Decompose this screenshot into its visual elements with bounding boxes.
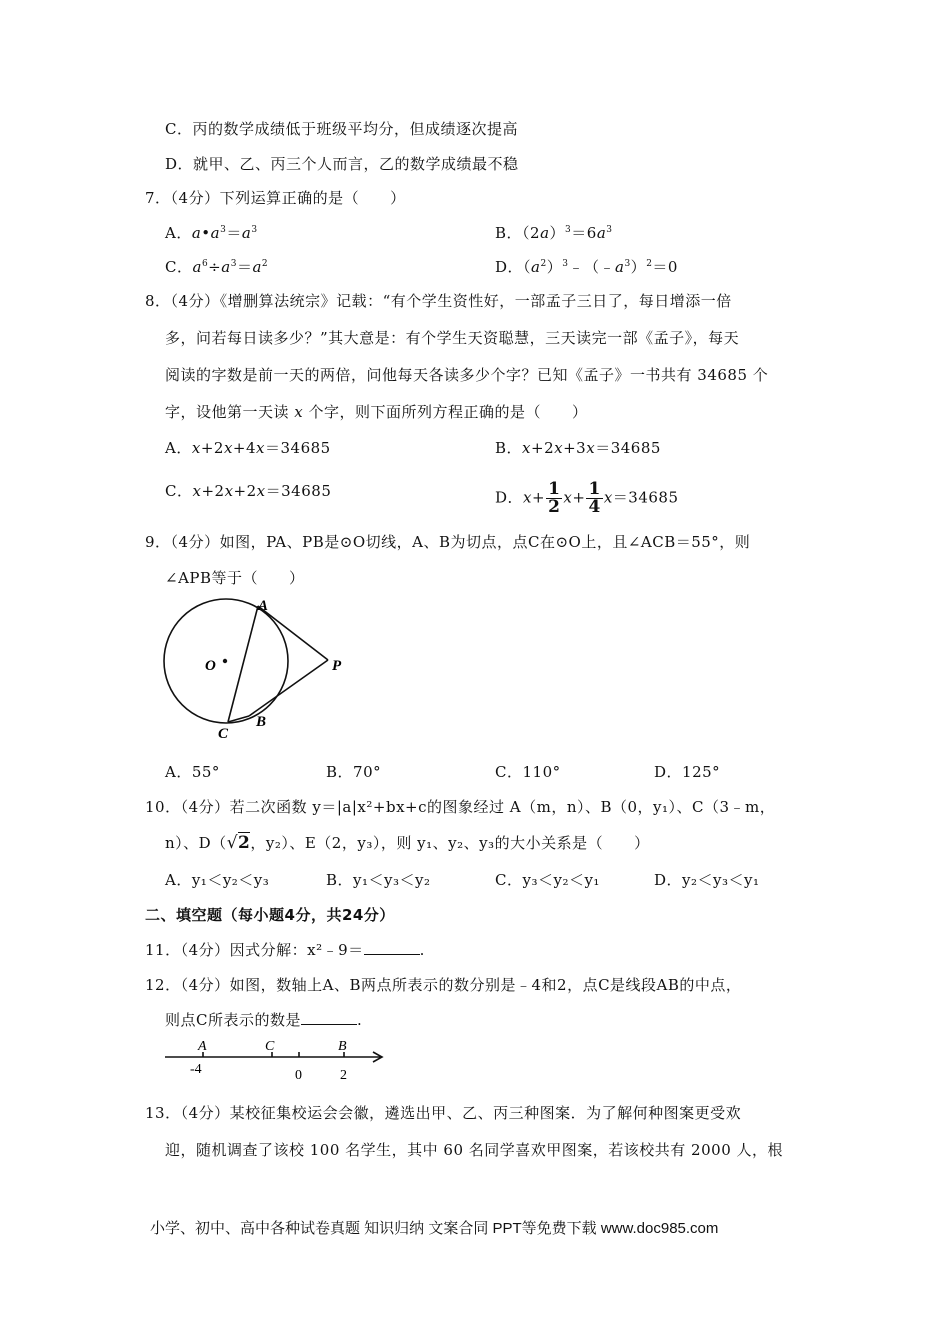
center-dot (223, 659, 227, 663)
q13-line-1: 13．（4分）某校征集校运会会徽，遴选出甲、乙、丙三种图案．为了解何种图案更受欢 (145, 1104, 742, 1122)
label-o: O (205, 658, 216, 674)
q10-option-d: D．y₂＜y₃＜y₁ (654, 871, 760, 889)
q8-line-4a: 字，设他第一天读 (165, 403, 295, 421)
page-footer: 小学、初中、高中各种试卷真题 知识归纳 文案合同 PPT等免费下载 www.doc985.com (150, 1220, 719, 1237)
axis-tick-zero: 0 (295, 1068, 302, 1083)
q12-line-2-text: 则点C所表示的数是 (165, 1011, 301, 1029)
q11 (145, 940, 425, 960)
q6-option-d: D．就甲、乙、丙三个人而言，乙的数学成绩最不稳 (165, 155, 519, 173)
axis-label-a: A (198, 1039, 207, 1054)
q6-option-c: C．丙的数学成绩低于班级平均分，但成绩逐次提高 (165, 120, 518, 138)
label-p: P (332, 658, 342, 674)
q13-line-2: 迎，随机调查了该校 100 名学生，其中 60 名同学喜欢甲图案，若该校共有 2000 人，根 (165, 1141, 784, 1159)
axis-label-c: C (265, 1039, 275, 1054)
q10-line-2 (165, 833, 650, 853)
q8-option-a: A．x+2x+4x＝34685 (165, 439, 331, 457)
q11-end: . (419, 941, 425, 959)
q10-line-2a: n）、D（ (165, 834, 227, 852)
q7-stem: 7．（4分）下列运算正确的是（ ） (145, 189, 406, 207)
q10-option-a: A．y₁＜y₂＜y₃ (165, 871, 270, 889)
q12-line-2 (165, 1010, 362, 1030)
q9-line-2: ∠APB等于（ ） (165, 569, 305, 587)
label-b: B (256, 714, 267, 730)
q8-option-b: B．x+2x+3x＝34685 (495, 439, 661, 457)
label-c: C (218, 726, 229, 742)
tangent-pb (249, 660, 328, 716)
q12-answer-blank (301, 1010, 357, 1025)
q8-line-1: 8．（4分）《增删算法统宗》记载：“有个学生资性好，一部孟子三日了，每日增添一倍 (145, 292, 732, 310)
q8-option-d: D．x+ $\frac{1}{2}$ x+ $\frac{1}{4}$ x＝34685 (495, 479, 679, 517)
chord-ac (228, 606, 258, 722)
q9-option-c: C．110° (495, 763, 561, 781)
q10-line-2b: ，y₂）、E（2，y₃），则 y₁、y₂、y₃的大小关系是（ ） (250, 834, 650, 852)
fraction-one-half: $\frac{1}{2}$ (548, 479, 561, 517)
q12-end: . (356, 1011, 363, 1029)
q9-option-d: D．125° (654, 763, 721, 781)
section-2-heading: 二、填空题（每小题4分，共24分） (145, 906, 395, 924)
q8-option-c: C．x+2x+2x＝34685 (165, 482, 332, 500)
axis-tick-minus-four: -4 (190, 1062, 202, 1077)
axis-tick-two: 2 (340, 1068, 347, 1083)
q11-answer-blank (364, 940, 420, 955)
q8-line-2: 多，问若每日读多少？”其大意是：有个学生天资聪慧，三天读完一部《孟子》，每天 (165, 329, 740, 347)
q9-option-b: B．70° (326, 763, 382, 781)
q7-option-b: B．$(2a)^3=6a^3$ (495, 224, 613, 242)
q9-option-a: A．55° (165, 763, 220, 781)
circle-tangent-figure (150, 592, 360, 750)
q10-line-1: 10．（4分）若二次函数 y＝|a|x²+bx+c的图象经过 A（m，n）、B（0，y₁）、C（3﹣m， (145, 798, 776, 816)
axis-label-b: B (338, 1039, 347, 1054)
q7-option-d: D．$(a^2)^3﹣(﹣a^3)^2=0$ (495, 258, 678, 276)
q7-option-a: A．$a•a^3=a^3$ (165, 224, 258, 242)
q10-option-c: C．y₃＜y₂＜y₁ (495, 871, 600, 889)
q10-option-b: B．y₁＜y₃＜y₂ (326, 871, 431, 889)
q12-line-1: 12．（4分）如图，数轴上A、B两点所表示的数分别是﹣4和2，点C是线段AB的中点， (145, 976, 742, 994)
q11-text: 11．（4分）因式分解：x²﹣9＝ (145, 941, 364, 959)
label-a: A (258, 598, 269, 614)
q8-line-4: 字，设他第一天读 x 个字，则下面所列方程正确的是（ ） (165, 403, 588, 421)
q7-option-c: C．$a^6\div a^3=a^2$ (165, 258, 269, 276)
q9-line-1: 9．（4分）如图，PA、PB是⊙O切线，A、B为切点，点C在⊙O上，且∠ACB＝55°，则 (145, 533, 751, 551)
tangent-pa (258, 606, 328, 660)
fraction-one-quarter: $\frac{1}{4}$ (588, 479, 601, 517)
sqrt-two: √2 (226, 833, 251, 853)
number-line-figure (160, 1035, 395, 1085)
q8-line-4b: 个字，则下面所列方程正确的是（ ） (303, 403, 588, 421)
q8-line-3: 阅读的字数是前一天的两倍，问他每天各读多少个字？已知《孟子》一书共有 34685 个 (165, 366, 769, 384)
